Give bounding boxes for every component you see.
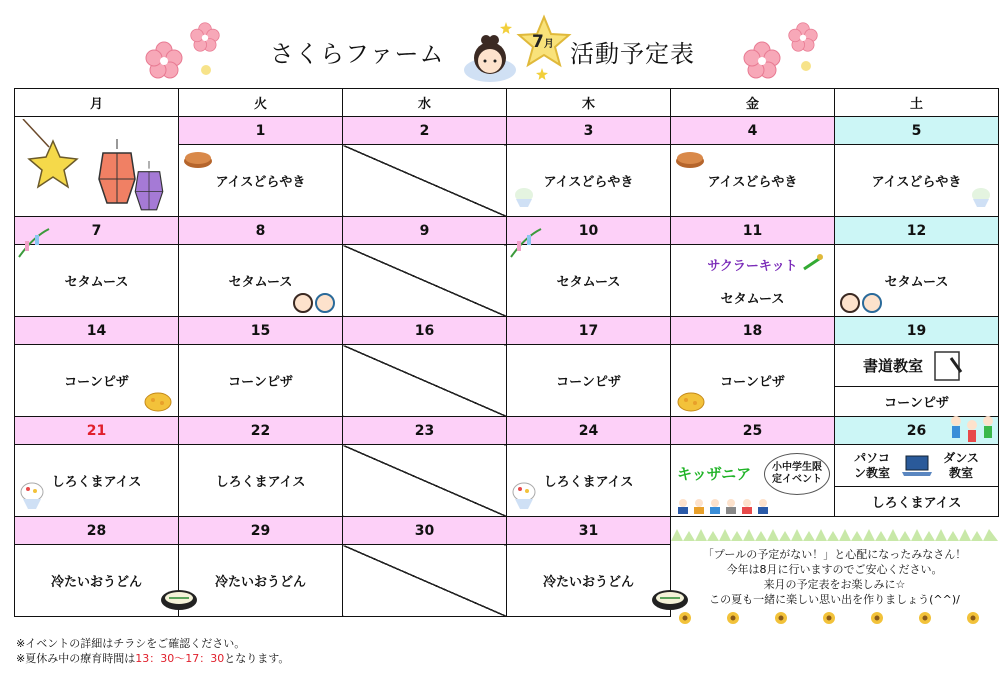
sakura-flower-icon <box>738 40 786 80</box>
yellow-dot-icon <box>200 64 212 76</box>
date-31: 31 <box>507 517 671 545</box>
date-8: 8 <box>179 217 343 245</box>
date-3: 3 <box>507 117 671 145</box>
laptop-icon <box>900 454 934 478</box>
orihime-hikoboshi-icon <box>292 292 336 314</box>
date-11: 11 <box>671 217 835 245</box>
event-cell-21 <box>15 445 179 517</box>
event-cell-28 <box>15 545 179 617</box>
kidzania-note-bubble <box>764 453 830 495</box>
event-label: アイスどらやき <box>707 175 798 190</box>
dorayaki-icon <box>183 149 213 169</box>
shodo-slot <box>835 345 998 387</box>
shirokuma-slot <box>835 487 998 515</box>
date-26-label: 26 <box>906 422 927 439</box>
date-23: 23 <box>343 417 507 445</box>
date-7: 7 <box>15 217 179 245</box>
page-title-schedule: 活動予定表 <box>570 40 695 68</box>
small-star-icon <box>536 68 548 80</box>
event-cell-1 <box>179 145 343 217</box>
kidzania-label: キッザニア <box>677 465 752 483</box>
event-cell-25 <box>671 445 835 517</box>
date-12: 12 <box>835 217 999 245</box>
tanabata-star-icon <box>19 119 89 209</box>
event-cell-23-closed <box>343 445 507 517</box>
weekday-thu: 木 <box>507 89 671 117</box>
date-16: 16 <box>343 317 507 345</box>
date-9: 9 <box>343 217 507 245</box>
event-label: セタムース <box>720 291 785 307</box>
udon-bowl-icon <box>159 588 199 612</box>
message-line-3: 来月の予定表をお楽しみに☆ <box>763 578 906 591</box>
message-line-4: この夏も一緒に楽しい思い出を作りましょう(^^)/ <box>709 593 960 606</box>
event-label: しろくまアイス <box>215 475 306 490</box>
bamboo-decoration-icon <box>17 227 51 261</box>
month-label: 7月 <box>532 32 554 52</box>
week-2-event-row <box>15 245 999 317</box>
calligraphy-icon <box>931 350 965 382</box>
shirokuma-ice-icon <box>511 481 537 511</box>
shaved-ice-icon <box>513 187 535 209</box>
pc-class-label: パソコン教室 <box>853 450 890 480</box>
pizza-slot <box>835 387 998 415</box>
date-26 <box>835 417 999 445</box>
lantern-icon <box>129 161 169 219</box>
event-label: セタムース <box>556 275 621 290</box>
pc-dance-slot <box>835 445 998 487</box>
message-line-1: 「プールの予定がない！」と心配になったみなさん！ <box>702 548 967 561</box>
weekday-mon: 月 <box>15 89 179 117</box>
date-5: 5 <box>835 117 999 145</box>
circuit-kit-icon <box>802 253 824 271</box>
event-label: コーンピザ <box>720 375 785 390</box>
week-1-date-row <box>15 117 999 145</box>
event-cell-18 <box>671 345 835 417</box>
event-label: 冷たいおうどん <box>50 575 142 590</box>
date-1: 1 <box>179 117 343 145</box>
event-label: 冷たいおうどん <box>542 575 634 590</box>
event-cell-9-closed <box>343 245 507 317</box>
pizza-icon <box>677 388 705 412</box>
event-cell-8 <box>179 245 343 317</box>
note-time: 13：30～17：30 <box>135 652 225 665</box>
tanabata-decoration-cell <box>15 117 179 217</box>
event-label: コーンピザ <box>884 395 949 411</box>
event-label: しろくまアイス <box>871 495 962 511</box>
date-24: 24 <box>507 417 671 445</box>
week-3-event-row <box>15 345 999 417</box>
note-line-2-suffix: となります。 <box>224 652 290 665</box>
event-label: しろくまアイス <box>543 475 634 490</box>
weekday-wed: 水 <box>343 89 507 117</box>
weekday-fri: 金 <box>671 89 835 117</box>
event-cell-10 <box>507 245 671 317</box>
event-cell-30-closed <box>343 545 507 617</box>
note-line-2-prefix: ※夏休み中の療育時間は <box>16 652 136 665</box>
pizza-icon <box>144 388 172 412</box>
date-22: 22 <box>179 417 343 445</box>
event-label: しろくまアイス <box>51 475 142 490</box>
week-4-date-row <box>15 417 999 445</box>
date-25: 25 <box>671 417 835 445</box>
yellow-dot-icon <box>800 60 812 72</box>
date-28: 28 <box>15 517 179 545</box>
event-cell-29 <box>179 545 343 617</box>
date-19: 19 <box>835 317 999 345</box>
event-cell-4 <box>671 145 835 217</box>
event-cell-26 <box>835 445 999 517</box>
event-cell-7 <box>15 245 179 317</box>
event-cell-15 <box>179 345 343 417</box>
message-text-block <box>671 527 998 627</box>
event-cell-24 <box>507 445 671 517</box>
event-label: セタムース <box>64 275 129 290</box>
grass-border-icon <box>671 527 998 541</box>
event-cell-17 <box>507 345 671 417</box>
event-cell-12 <box>835 245 999 317</box>
note-line-2 <box>16 651 289 666</box>
dorayaki-icon <box>675 149 705 169</box>
shaved-ice-icon <box>970 187 992 209</box>
date-30: 30 <box>343 517 507 545</box>
kids-dancing-icon <box>946 413 996 447</box>
date-14: 14 <box>15 317 179 345</box>
footer-notes <box>16 636 289 666</box>
sakura-kit-label: サクラーキット <box>707 258 798 274</box>
orihime-hikoboshi-icon <box>839 292 883 314</box>
event-cell-19 <box>835 345 999 417</box>
event-label: コーンピザ <box>64 375 129 390</box>
event-cell-3 <box>507 145 671 217</box>
date-21-holiday: 21 <box>15 417 179 445</box>
week-3-date-row <box>15 317 999 345</box>
event-cell-2-closed <box>343 145 507 217</box>
event-cell-22 <box>179 445 343 517</box>
event-label: 書道教室 <box>863 357 924 375</box>
weekday-sat: 土 <box>835 89 999 117</box>
workers-group-icon <box>675 498 771 514</box>
date-18: 18 <box>671 317 835 345</box>
orihime-icon <box>462 30 518 84</box>
date-29: 29 <box>179 517 343 545</box>
sakura-flower-icon <box>186 20 224 54</box>
event-label: コーンピザ <box>556 375 621 390</box>
sunflower-row-icon <box>671 611 998 625</box>
event-cell-11 <box>671 245 835 317</box>
event-label: コーンピザ <box>228 375 293 390</box>
event-label: アイスどらやき <box>543 175 634 190</box>
message-line-2: 今年は8月に行いますのでご安心ください。 <box>726 563 943 576</box>
weekday-header-row <box>15 89 999 117</box>
dance-class-label: ダンス教室 <box>943 450 979 480</box>
date-17: 17 <box>507 317 671 345</box>
shirokuma-ice-icon <box>19 481 45 511</box>
page-title-farm: さくらファーム <box>270 40 445 68</box>
week-4-event-row <box>15 445 999 517</box>
event-label: セタムース <box>884 275 949 290</box>
event-label: アイスどらやき <box>215 175 306 190</box>
date-10: 10 <box>507 217 671 245</box>
small-star-icon <box>500 22 512 34</box>
bamboo-decoration-icon <box>509 227 543 261</box>
kidzania-note: 小中学生限定イベント <box>772 462 822 485</box>
week-2-date-row <box>15 217 999 245</box>
event-label: アイスどらやき <box>871 175 962 190</box>
sakura-flower-icon <box>140 40 188 80</box>
date-4: 4 <box>671 117 835 145</box>
weekday-tue: 火 <box>179 89 343 117</box>
event-cell-31 <box>507 545 671 617</box>
sakura-flower-icon <box>784 20 822 54</box>
event-label: セタムース <box>228 275 293 290</box>
event-cell-5 <box>835 145 999 217</box>
note-line-1: ※イベントの詳細はチラシをご確認ください。 <box>16 637 246 650</box>
event-label: 冷たいおうどん <box>214 575 306 590</box>
date-15: 15 <box>179 317 343 345</box>
event-cell-16-closed <box>343 345 507 417</box>
header <box>0 0 1000 86</box>
event-cell-14 <box>15 345 179 417</box>
date-2: 2 <box>343 117 507 145</box>
